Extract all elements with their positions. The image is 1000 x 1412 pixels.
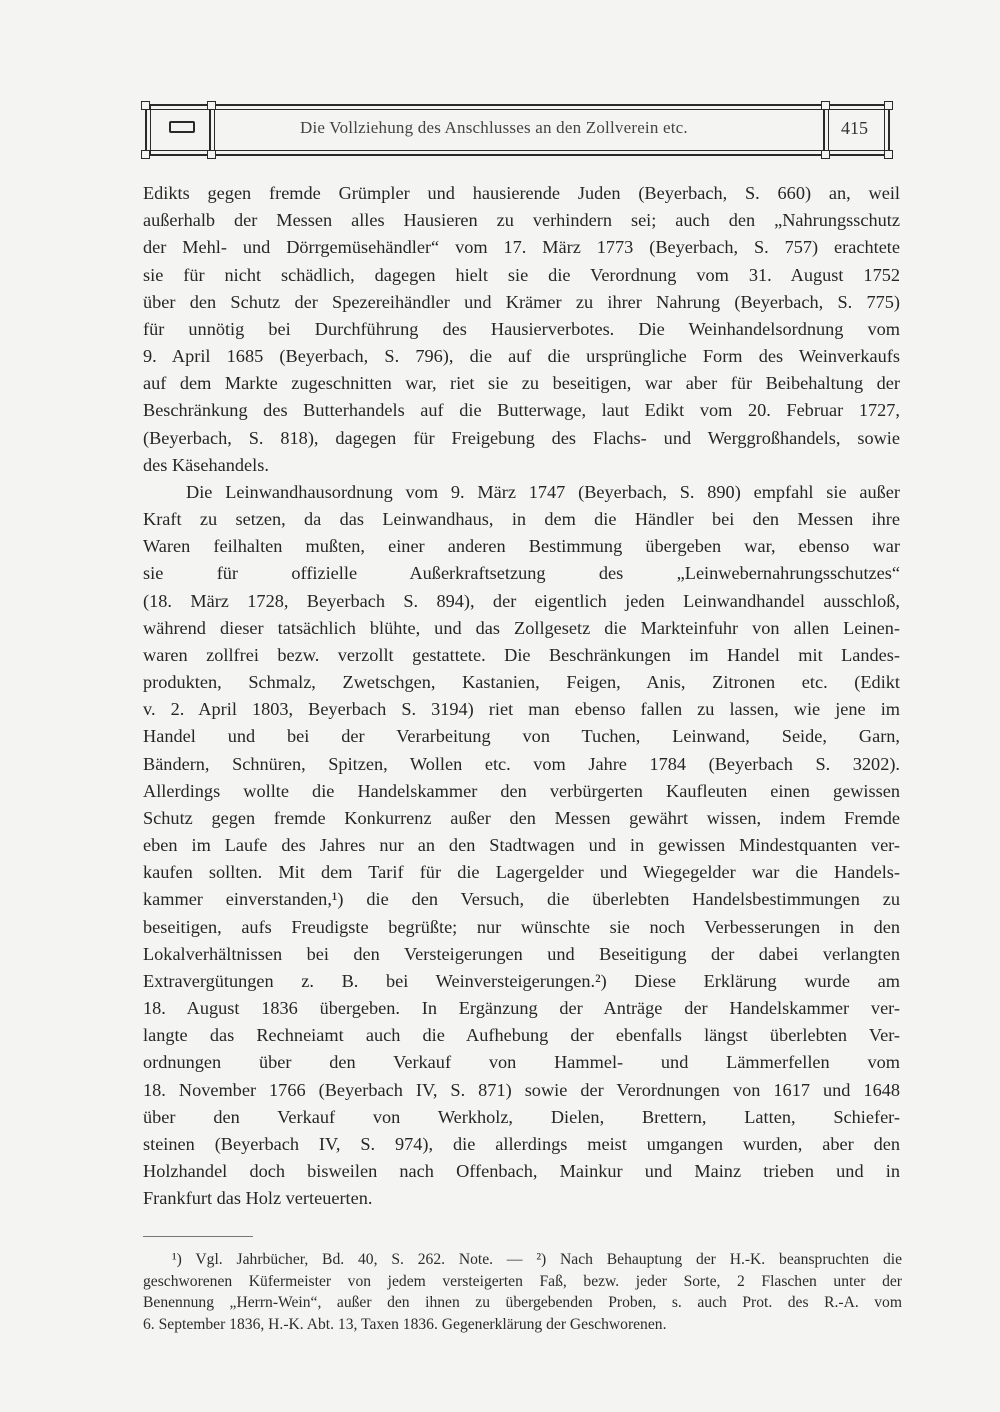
text-line: Lokalverhältnissen bei den Versteigerungen und Beseitigung der dabei verlangten (143, 943, 900, 964)
text-line: kaufen sollten. Mit dem Tarif für die Lagergelder und Wiegegelder war die Handels- (143, 862, 900, 883)
text-line: (18. März 1728, Beyerbach S. 894), der eigentlich jeden Leinwandhandel ausschloß, (143, 590, 900, 611)
text-line: Beschränkung des Butterhandels auf die Butterwage, laut Edikt vom 20. Februar 1727, (143, 400, 900, 421)
text-line: Schutz gegen fremde Konkurrenz außer den Messen gewährt wissen, indem Fremde (143, 807, 900, 828)
page-number: 415 (841, 118, 868, 138)
text-line: v. 2. April 1803, Beyerbach S. 3194) riet man ebenso fallen zu lassen, wie jene im (143, 699, 900, 720)
text-line: kammer einverstanden,¹) die den Versuch, die überlebten Handelsbestimmungen zu (143, 889, 900, 910)
text-line: beseitigen, aufs Freudigste begrüßte; nur wünschte sie noch Verbesserungen in den (143, 916, 900, 937)
text-line: des Käsehandels. (143, 454, 269, 475)
text-line: außerhalb der Messen alles Hausieren zu verhindern sei; auch den „Nahrungsschutz (143, 210, 900, 231)
header-divider-left (209, 104, 211, 156)
text-line: eben im Laufe des Jahres nur an den Stadtwagen und in gewissen Mindestquanten ver- (143, 835, 900, 856)
header-corner-square (207, 101, 216, 110)
text-line: sie für nicht schädlich, dagegen hielt sie die Verordnung vom 31. August 1752 (143, 264, 900, 285)
text-line: während dieser tatsächlich blühte, und das Zollgesetz die Markteinfuhr von allen Leinen- (143, 617, 900, 638)
header-border-left (145, 104, 147, 156)
header-divider-left-inner (214, 104, 215, 156)
text-line: Holzhandel doch bisweilen nach Offenbach, Mainkur und Mainz trieben und in (143, 1161, 900, 1182)
footnote-rule (143, 1236, 253, 1237)
page-header (0, 0, 1000, 170)
footnote-line: 6. September 1836, H.-K. Abt. 13, Taxen 1836. Gegenerklärung der Geschworenen. (143, 1315, 667, 1333)
text-line: steinen (Beyerbach IV, S. 974), die allerdings meist umgangen wurden, aber den (143, 1133, 900, 1154)
text-line: sie für offizielle Außerkraftsetzung des „Leinwebernahrungsschutzes“ (143, 563, 900, 584)
text-line: 9. April 1685 (Beyerbach, S. 796), die auf die ursprüngliche Form des Weinverkaufs (143, 346, 900, 367)
header-rule-top (143, 104, 893, 106)
header-corner-square (884, 101, 893, 110)
text-line: ordnungen über den Verkauf von Hammel- und Lämmerfellen vom (143, 1052, 900, 1073)
header-rule-bottom (143, 154, 893, 156)
header-divider-right-inner (828, 104, 829, 156)
header-corner-square (821, 101, 830, 110)
header-corner-square (141, 150, 150, 159)
header-rule-top-inner (143, 109, 893, 110)
text-line: Handel und bei der Verarbeitung von Tuchen, Leinwand, Seide, Garn, (143, 726, 900, 747)
text-line: Allerdings wollte die Handelskammer den verbürgerten Kaufleuten einen gewissen (143, 780, 900, 801)
text-line: (Beyerbach, S. 818), dagegen für Freigebung des Flachs- und Werggroßhandels, sowie (143, 427, 900, 448)
text-line: 18. November 1766 (Beyerbach IV, S. 871) sowie der Verordnungen von 1617 und 1648 (143, 1079, 900, 1100)
header-corner-square (821, 150, 830, 159)
text-line: Kraft zu setzen, da das Leinwandhaus, in dem die Händler bei den Messen ihre (143, 509, 900, 530)
text-line: über den Schutz der Spezereihändler und Krämer zu ihrer Nahrung (Beyerbach, S. 775) (143, 291, 900, 312)
text-line: produkten, Schmalz, Zwetschgen, Kastanien, Feigen, Anis, Zitronen etc. (Edikt (143, 672, 900, 693)
text-line: der Mehl- und Dörrgemüsehändler“ vom 17. März 1773 (Beyerbach, S. 757) erachtete (143, 237, 900, 258)
header-border-right (888, 104, 890, 156)
header-corner-square (207, 150, 216, 159)
text-line: Die Leinwandhausordnung vom 9. März 1747 (Beyerbach, S. 890) empfahl sie außer (186, 481, 900, 502)
text-line: waren zollfrei bezw. verzollt gestattete. Die Beschränkungen im Handel mit Landes- (143, 644, 900, 665)
running-head-title: Die Vollziehung des Anschlusses an den Zollverein etc. (300, 118, 688, 137)
header-border-right-inner (884, 104, 885, 156)
text-line: Edikts gegen fremde Grümpler und hausierende Juden (Beyerbach, S. 660) an, weil (143, 183, 900, 203)
header-border-left-inner (150, 104, 151, 156)
text-line: für unnötig bei Durchführung des Hausierverbotes. Die Weinhandelsordnung vom (143, 318, 900, 339)
text-line: über den Verkauf von Werkholz, Dielen, Brettern, Latten, Schiefer- (143, 1106, 900, 1127)
text-line: Extravergütungen z. B. bei Weinversteigerungen.²) Diese Erklärung wurde am (143, 970, 900, 991)
text-line: auf dem Markte zugeschnitten war, riet sie zu beseitigen, war aber für Beibehaltung der (143, 373, 900, 394)
footnote-line: geschworenen Küfermeister von jedem versteigerten Faß, bezw. jeder Sorte, 2 Flaschen unter der (143, 1272, 902, 1290)
header-emblem-icon (169, 121, 195, 133)
header-rule-bottom-inner (143, 150, 893, 151)
header-corner-square (141, 101, 150, 110)
footnote-line: ¹) Vgl. Jahrbücher, Bd. 40, S. 262. Note. — ²) Nach Behauptung der H.-K. beanspruchten die (172, 1251, 902, 1268)
text-line: langte das Rechneiamt auch die Aufhebung der ebenfalls längst überlebten Ver- (143, 1025, 900, 1046)
text-line: Waren feilhalten mußten, einer anderen Bestimmung übergeben war, ebenso war (143, 536, 900, 557)
header-corner-square (884, 150, 893, 159)
header-divider-right (823, 104, 825, 156)
footnote-line: Benennung „Herrn-Wein“, außer den ihnen zu übergebenden Proben, s. auch Prot. des R.-A. vom (143, 1294, 902, 1311)
text-line: Frankfurt das Holz verteuerten. (143, 1188, 373, 1209)
text-line: 18. August 1836 übergeben. In Ergänzung der Anträge der Handelskammer ver- (143, 998, 900, 1019)
text-line: Bändern, Schnüren, Spitzen, Wollen etc. vom Jahre 1784 (Beyerbach S. 3202). (143, 753, 900, 774)
